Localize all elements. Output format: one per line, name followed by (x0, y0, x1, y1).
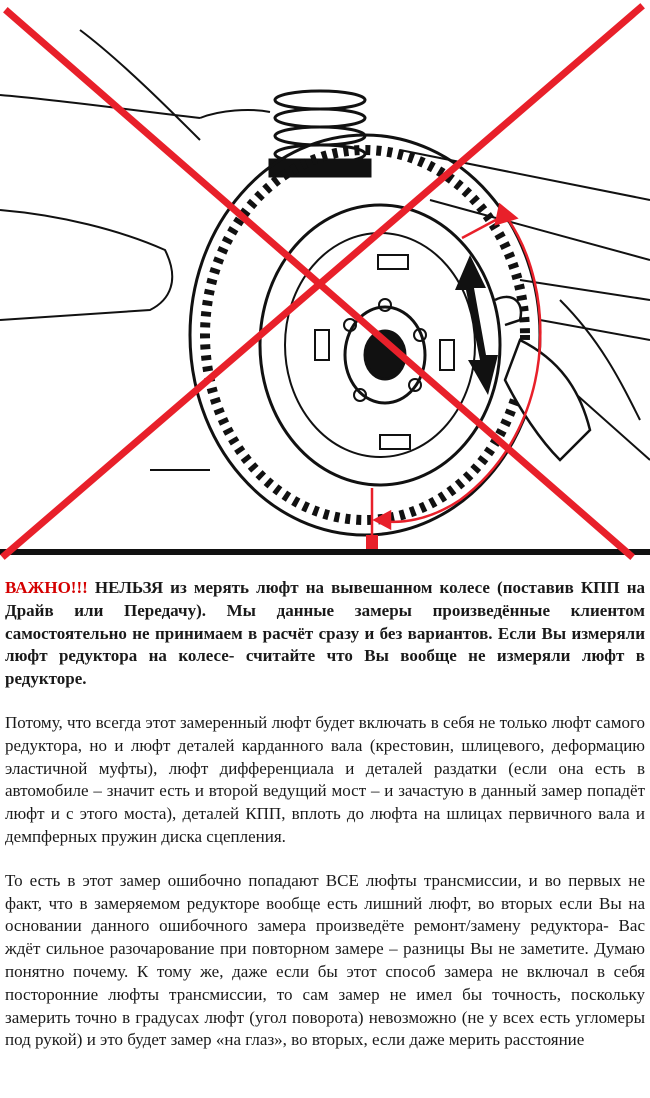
warning-paragraph (5, 577, 645, 691)
article-text (5, 577, 645, 1052)
conclusion-paragraph: То есть в этот замер ошибочно попадают ВСЕ люфты трансмиссии, и во первых не факт, что в замеряемом редукторе вообще есть лишний люфт, во вторых если Вы на основании данного ошибочного замера произведёте ремонт/замену редуктора- Вас ждёт сильное разочарование при повторном замере – разницы Вы не заметите. Думаю понятно почему. К тому же, даже если бы этот способ замера не включал в себя посторонние люфты трансмиссии, то сам замер не имел бы точность, поскольку замерить точно в градусах люфт (угол поворота) невозможно (не у всех есть угломеры под рукой) и это будет замер «на глаз», во вторых, если даже мерить расстояние (5, 870, 645, 1050)
warning-label: ВАЖНО!!! (5, 578, 88, 597)
coil-spring (270, 91, 370, 176)
explanation-paragraph: Потому, что всегда этот замеренный люфт будет включать в себя не только люфт самого редуктора, но и люфт деталей карданного вала (крестовин, шлицевого, деформацию эластичной муфты), люфт дифференциала и деталей раздатки (если она есть в автомобиле – значит есть и второй ведущий мост – и зачастую в данный замер попадёт люфт и с этого моста), деталей КПП, вплоть до люфта на шлицах первичного вала и демпферных пружин диска сцепления. (5, 712, 645, 846)
warning-text: НЕЛЬЗЯ из мерять люфт на вывешанном колесе (поставив КПП на Драйв или Передачу). Мы данные замеры произведённые клиентом самостоятельно не принимаем в расчёт сразу и без вариантов. Если Вы измеряли люфт редуктора на колесе- считайте что Вы вообще не измеряли люфт в редукторе. (5, 578, 645, 689)
rotation-arrow (455, 255, 498, 395)
